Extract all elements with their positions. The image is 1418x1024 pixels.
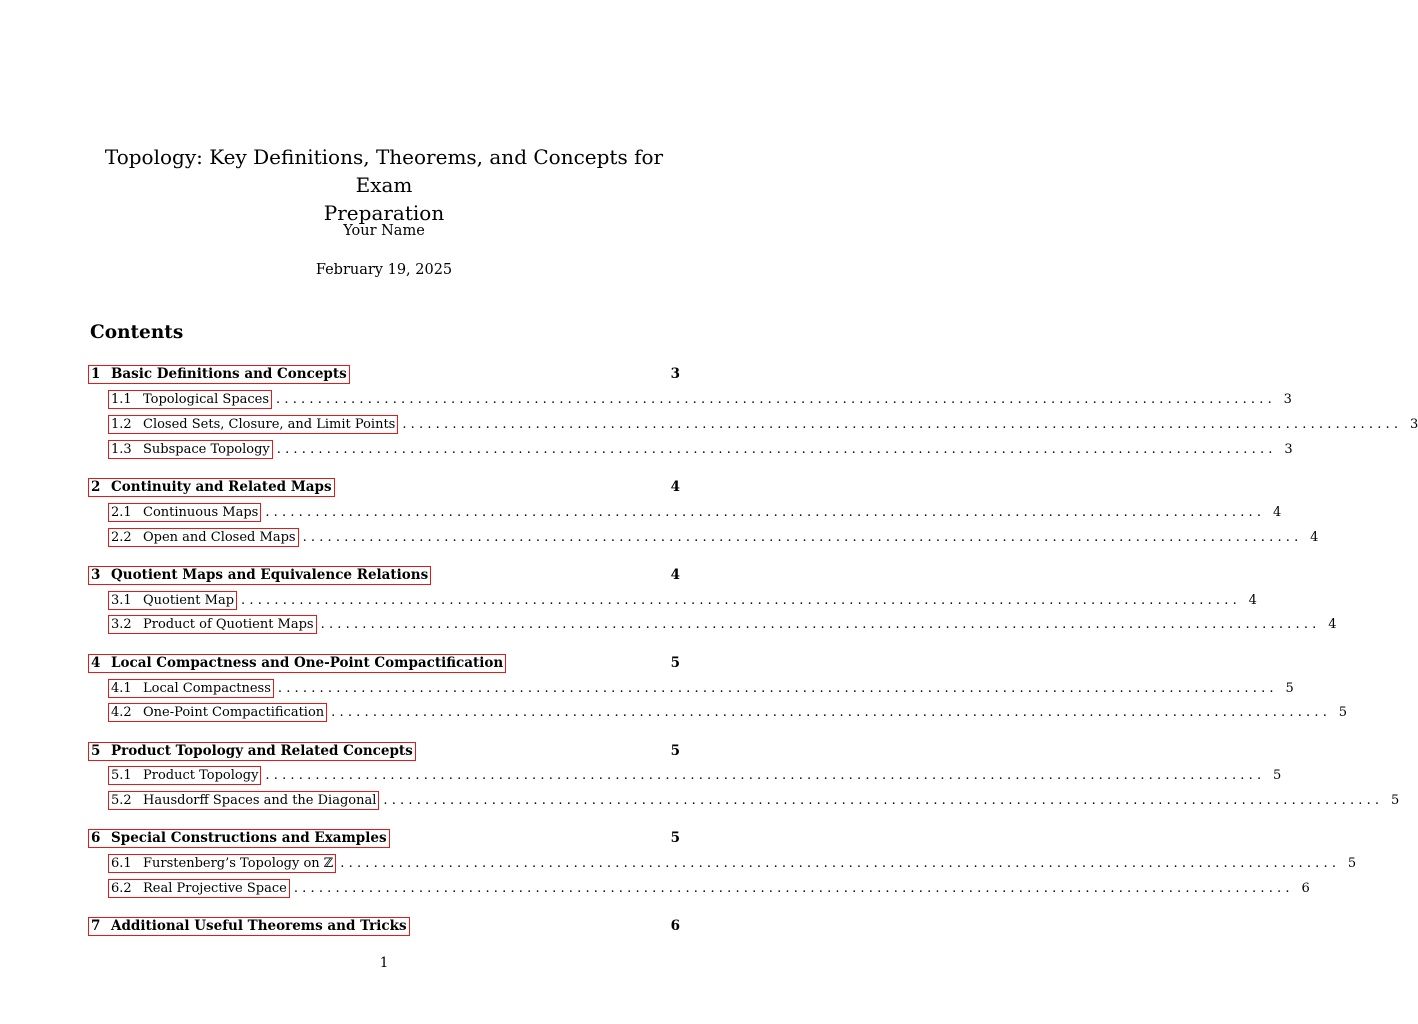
toc-title: Quotient Maps and Equivalence Relations <box>111 566 429 583</box>
toc-title: Subspace Topology <box>143 441 270 457</box>
toc-leader-dots: ........................................................................................................................ <box>277 680 1278 696</box>
toc-title: Special Constructions and Examples <box>111 829 387 846</box>
toc-title: Basic Definitions and Concepts <box>111 365 347 382</box>
toc-number: 3.2 <box>111 616 132 632</box>
toc-link-section-7[interactable] <box>88 917 410 936</box>
toc-number: 5.2 <box>111 792 132 808</box>
toc-leader-dots: ........................................................................................................................ <box>293 880 1294 896</box>
toc-leader-dots: ........................................................................................................................ <box>276 441 1277 457</box>
author: Your Name <box>343 223 425 239</box>
toc-number: 3 <box>91 566 101 583</box>
toc-link-subsection-6-2[interactable] <box>108 879 290 898</box>
toc-section-6 <box>88 828 680 848</box>
toc-leader-dots: ........................................................................................................................ <box>241 592 1241 608</box>
toc-section-3 <box>88 565 680 585</box>
toc-subsection-6-1 <box>108 853 1357 873</box>
toc-subsection-3-1 <box>108 590 1257 610</box>
toc-title: Open and Closed Maps <box>143 529 296 545</box>
toc-link-section-6[interactable] <box>88 829 390 848</box>
title-line-1: Topology: Key Definitions, Theorems, and Concepts for Exam <box>104 145 664 197</box>
toc-title: Quotient Map <box>143 592 235 608</box>
toc-leader-dots: ........................................................................................................................ <box>265 767 1266 783</box>
toc-title: Hausdorff Spaces and the Diagonal <box>143 792 377 808</box>
toc-number: 2.1 <box>111 504 132 520</box>
toc-number: 7 <box>91 917 101 934</box>
toc-title: Product of Quotient Maps <box>143 616 314 632</box>
toc-subsection-2-1 <box>108 502 1282 522</box>
toc-number: 4.1 <box>111 680 132 696</box>
toc-page-number: 4 <box>670 567 680 583</box>
toc-link-section-5[interactable] <box>88 742 416 761</box>
toc-number: 6.1 <box>111 855 132 871</box>
toc-leader-dots: ........................................................................................................................ <box>402 416 1403 432</box>
toc-number: 2.2 <box>111 529 132 545</box>
toc-page-number: 5 <box>1391 792 1400 808</box>
document-title <box>96 143 672 227</box>
toc-leader-dots: ........................................................................................................................ <box>340 855 1341 871</box>
toc-section-7 <box>88 916 680 936</box>
toc-subsection-1-3 <box>108 439 1293 459</box>
toc-page-number: 3 <box>1284 441 1293 457</box>
toc-subsection-4-2 <box>108 702 1348 722</box>
toc-leader-dots: ........................................................................................................................ <box>320 616 1321 632</box>
toc-number: 5 <box>91 742 101 759</box>
toc-page-number: 5 <box>670 830 680 846</box>
toc-title: Additional Useful Theorems and Tricks <box>111 917 407 934</box>
toc-page-number: 4 <box>670 479 680 495</box>
toc-page-number: 4 <box>1272 504 1282 520</box>
toc-subsection-5-1 <box>108 765 1282 785</box>
toc-title: Product Topology <box>143 767 259 783</box>
toc-page-number: 4 <box>1328 616 1337 632</box>
toc-number: 4 <box>91 654 101 671</box>
toc-page-number: 4 <box>1248 592 1257 608</box>
toc-number: 3.1 <box>111 592 132 608</box>
toc-title: One-Point Compactification <box>143 704 325 720</box>
toc-page-number: 5 <box>1347 855 1357 871</box>
toc-number: 1.3 <box>111 441 132 457</box>
toc-title: Topological Spaces <box>143 391 270 407</box>
toc-section-1 <box>88 364 680 384</box>
toc-link-subsection-1-3[interactable] <box>108 440 273 459</box>
toc-link-subsection-4-1[interactable] <box>108 679 274 698</box>
toc-link-section-4[interactable] <box>88 654 506 673</box>
toc-link-subsection-2-2[interactable] <box>108 528 299 547</box>
toc-title: Product Topology and Related Concepts <box>111 742 413 759</box>
toc-subsection-3-2 <box>108 614 1337 634</box>
toc-link-subsection-6-1[interactable] <box>108 854 336 873</box>
toc-title: Local Compactness and One-Point Compactification <box>111 654 504 671</box>
toc-page-number: 5 <box>670 655 680 671</box>
toc-link-subsection-5-1[interactable] <box>108 766 261 785</box>
toc-section-5 <box>88 741 680 761</box>
toc-section-4 <box>88 653 680 673</box>
toc-leader-dots: ........................................................................................................................ <box>383 792 1384 808</box>
toc-link-section-2[interactable] <box>88 478 335 497</box>
toc-number: 1.2 <box>111 416 132 432</box>
toc-subsection-1-2 <box>108 414 1418 434</box>
toc-link-section-1[interactable] <box>88 365 350 384</box>
toc-title: Closed Sets, Closure, and Limit Points <box>143 416 396 432</box>
toc-link-subsection-3-1[interactable] <box>108 591 237 610</box>
contents-heading: Contents <box>90 322 184 343</box>
toc-link-subsection-3-2[interactable] <box>108 615 317 634</box>
toc-number: 1.1 <box>111 391 132 407</box>
toc-number: 5.1 <box>111 767 132 783</box>
toc-leader-dots: ........................................................................................................................ <box>265 504 1266 520</box>
toc-page-number: 6 <box>1301 880 1310 896</box>
toc-link-subsection-5-2[interactable] <box>108 791 379 810</box>
toc-number: 1 <box>91 365 101 382</box>
toc-link-subsection-1-2[interactable] <box>108 415 398 434</box>
toc-page-number: 3 <box>1283 391 1292 407</box>
toc-subsection-4-1 <box>108 678 1294 698</box>
toc-page-number: 5 <box>670 743 680 759</box>
toc-leader-dots: ........................................................................................................................ <box>276 391 1276 407</box>
toc-title: Furstenberg’s Topology on ℤ <box>143 855 334 871</box>
toc-page-number: 4 <box>1310 529 1319 545</box>
toc-page-number: 3 <box>670 366 680 382</box>
toc-page-number: 6 <box>670 918 680 934</box>
toc-leader-dots: ........................................................................................................................ <box>302 529 1303 545</box>
date: February 19, 2025 <box>315 262 453 278</box>
toc-number: 6.2 <box>111 880 132 896</box>
toc-number: 4.2 <box>111 704 132 720</box>
toc-link-subsection-2-1[interactable] <box>108 503 261 522</box>
toc-link-section-3[interactable] <box>88 566 431 585</box>
toc-title: Real Projective Space <box>143 880 287 896</box>
title-line-2: Preparation <box>323 201 445 225</box>
toc-subsection-5-2 <box>108 790 1400 810</box>
toc-page-number: 5 <box>1338 704 1348 720</box>
toc-subsection-6-2 <box>108 878 1310 898</box>
toc-title: Local Compactness <box>143 680 271 696</box>
toc-subsection-2-2 <box>108 527 1319 547</box>
toc-number: 2 <box>91 478 101 495</box>
toc-page-number: 3 <box>1409 416 1418 432</box>
toc-link-subsection-4-2[interactable] <box>108 703 327 722</box>
toc-link-subsection-1-1[interactable] <box>108 390 272 409</box>
toc-title: Continuity and Related Maps <box>111 478 332 495</box>
toc-title: Continuous Maps <box>143 504 259 520</box>
toc-leader-dots: ........................................................................................................................ <box>331 704 1332 720</box>
toc-section-2 <box>88 477 680 497</box>
toc-subsection-1-1 <box>108 389 1292 409</box>
page-number-footer: 1 <box>379 955 389 971</box>
toc-page-number: 5 <box>1285 680 1294 696</box>
toc-number: 6 <box>91 829 101 846</box>
toc-page-number: 5 <box>1273 767 1282 783</box>
